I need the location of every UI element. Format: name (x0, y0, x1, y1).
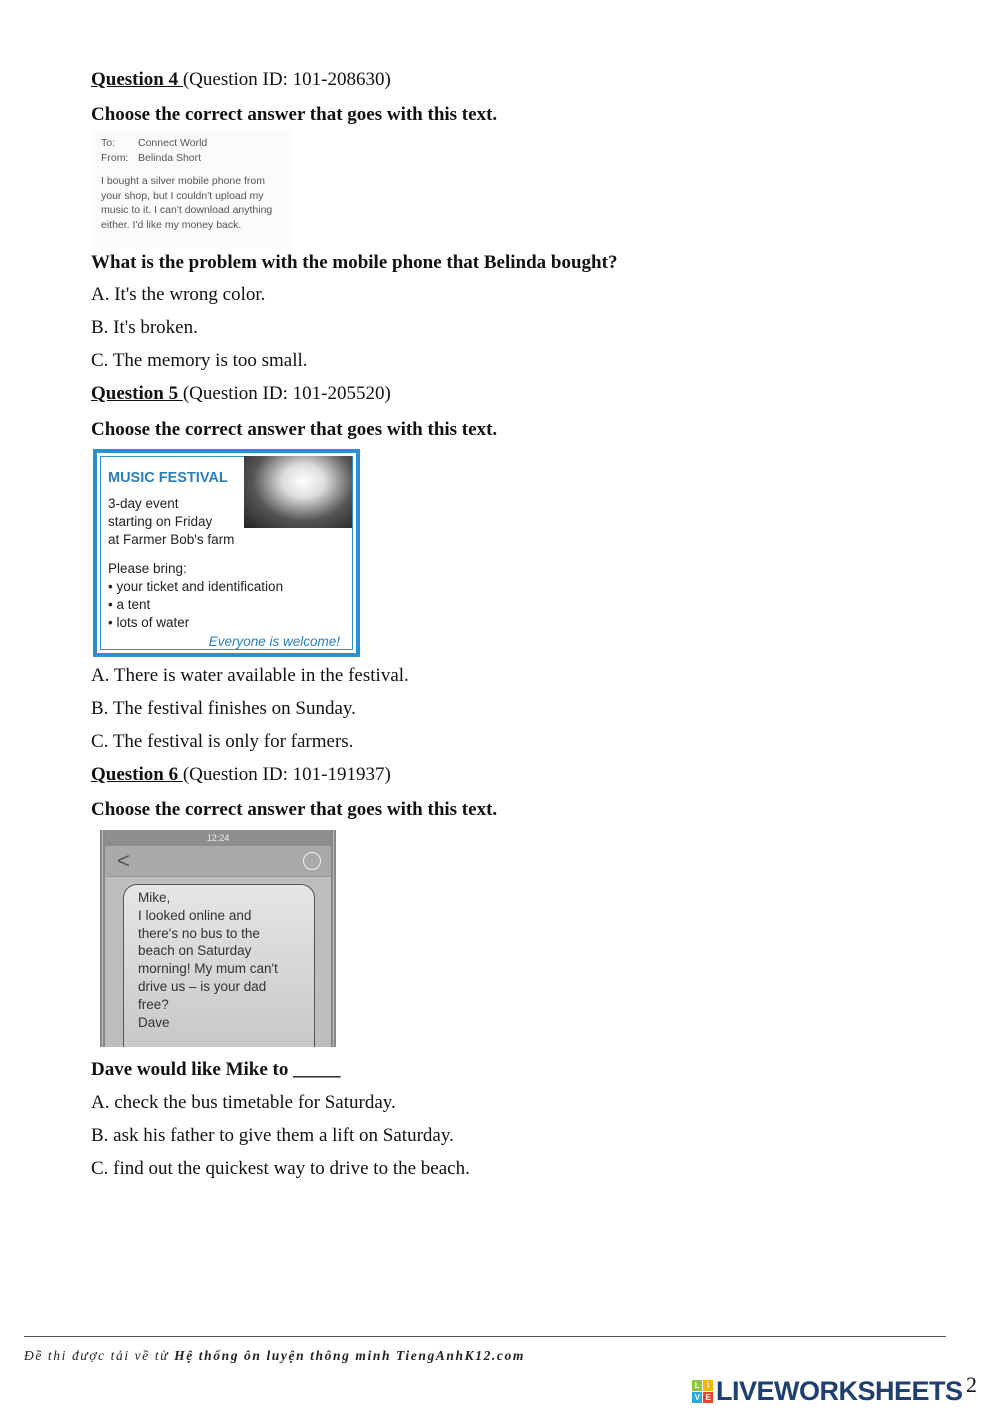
option-c: C. The festival is only for farmers. (91, 731, 354, 752)
question-number: Question 5 (91, 383, 183, 404)
option-a: A. check the bus timetable for Saturday. (91, 1092, 396, 1113)
back-chevron-icon: < (117, 848, 130, 873)
question-number: Question 4 (91, 69, 183, 90)
phone-status-bar (105, 830, 331, 846)
instruction: Choose the correct answer that goes with this text. (91, 104, 498, 125)
logo-text: LIVEWORKSHEETS (716, 1376, 963, 1406)
to-value: Connect World (138, 137, 208, 149)
poster-bring-item: • a tent (108, 597, 151, 612)
festival-poster-image (93, 449, 360, 657)
question-number: Question 6 (91, 764, 183, 785)
poster-title: MUSIC FESTIVAL (108, 470, 228, 486)
poster-bring-item: • lots of water (108, 615, 190, 630)
option-b: B. The festival finishes on Sunday. (91, 698, 356, 719)
footer-source (24, 1348, 525, 1364)
footer-divider (24, 1336, 946, 1337)
from-label: From: (101, 151, 129, 164)
footer-prefix: Đề thi được tải về từ (24, 1348, 175, 1363)
instruction: Choose the correct answer that goes with this text. (91, 799, 498, 820)
option-b: B. ask his father to give them a lift on Saturday. (91, 1125, 454, 1146)
page-number: 2 (966, 1372, 977, 1397)
instruction: Choose the correct answer that goes with this text. (91, 419, 498, 440)
poster-bring-label: Please bring: (108, 561, 187, 576)
question-6-heading (91, 764, 391, 786)
option-a: A. There is water available in the festival. (91, 665, 409, 686)
email-line: music to it. I can't download anything (101, 204, 273, 216)
question-id: (Question ID: 101-191937) (182, 764, 391, 785)
email-line: either. I'd like my money back. (101, 218, 242, 231)
question-id: (Question ID: 101-205520) (182, 383, 391, 404)
option-c: C. The memory is too small. (91, 350, 308, 371)
email-image (93, 130, 293, 248)
logo-squares-icon: L I V E (692, 1380, 713, 1403)
footer-source-name: Hệ thống ôn luyện thông minh TiengAnhK12.com (174, 1348, 525, 1363)
poster-line: 3-day event (108, 496, 179, 511)
poster-line: starting on Friday (108, 514, 213, 529)
option-a: A. It's the wrong color. (91, 284, 266, 305)
option-b: B. It's broken. (91, 317, 198, 338)
question-5-heading (91, 383, 391, 405)
to-label: To: (101, 137, 116, 149)
poster-bring-item: • your ticket and identification (108, 579, 284, 594)
option-c: C. find out the quickest way to drive to the beach. (91, 1158, 470, 1179)
question-prompt: What is the problem with the mobile phone that Belinda bought? (91, 252, 618, 273)
circle-icon (303, 852, 321, 870)
email-line: your shop, but I couldn't upload my (101, 189, 264, 202)
phone-message-image (100, 830, 336, 1047)
question-4-heading (91, 69, 391, 91)
phone-time: 12:24 (206, 833, 230, 843)
liveworksheets-logo (692, 1376, 963, 1407)
from-value: Belinda Short (138, 151, 202, 164)
message-bubble: Mike, I looked online and there's no bus to the beach on Saturday morning! My mum can't drive us – is your dad free? Dave (123, 884, 315, 1047)
question-id: (Question ID: 101-208630) (182, 69, 391, 90)
question-prompt: Dave would like Mike to _____ (91, 1059, 341, 1080)
poster-footer: Everyone is welcome! (208, 634, 340, 649)
concert-photo (244, 456, 352, 528)
poster-line: at Farmer Bob's farm (108, 532, 235, 547)
email-line: I bought a silver mobile phone from (101, 175, 266, 187)
